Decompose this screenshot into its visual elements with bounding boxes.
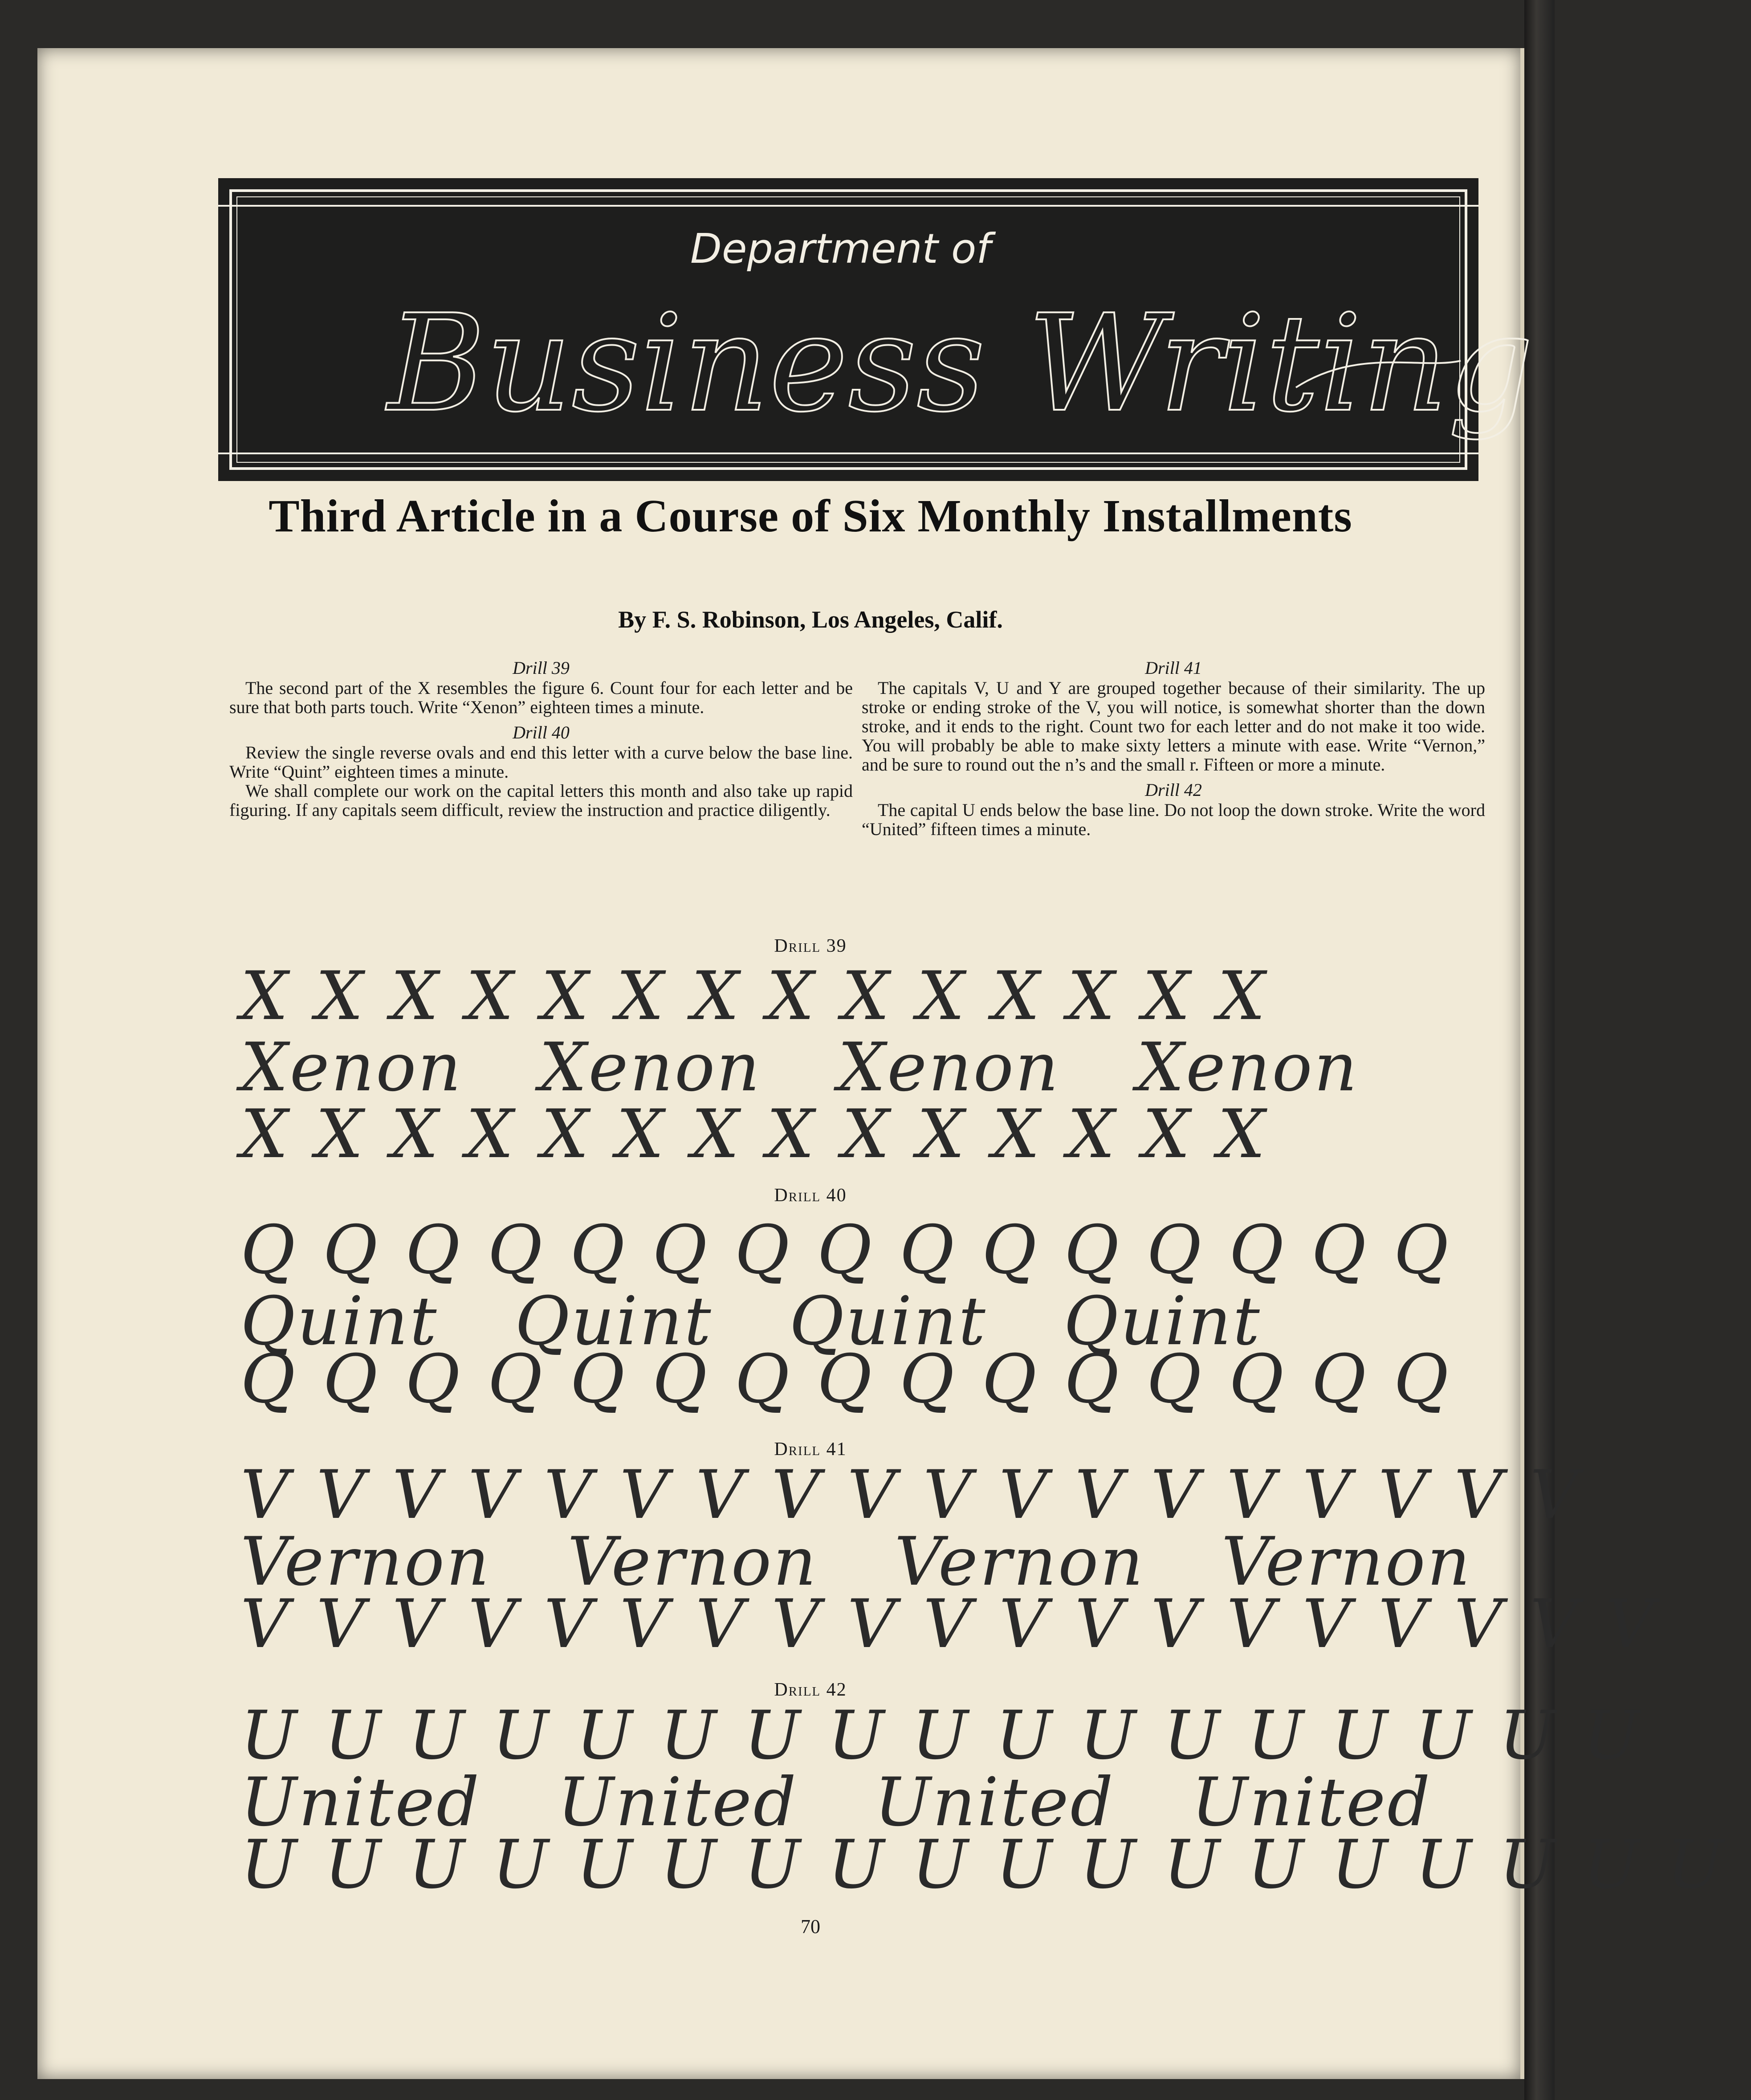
drill42-title: Drill 42 <box>774 1680 847 1700</box>
right-text-column <box>862 655 1485 845</box>
drill42-row-letters: UUUUUUUUUUUUUUUUU <box>240 1697 1667 1774</box>
drill41-title: Drill 41 <box>774 1439 847 1460</box>
drill41-heading: Drill 41 <box>1145 658 1202 678</box>
drill39-heading: Drill 39 <box>513 658 570 678</box>
left-text-column <box>229 655 853 820</box>
article-headline: Third Article in a Course of Six Monthly Installments <box>269 490 1352 542</box>
drill42-heading: Drill 42 <box>1145 780 1202 800</box>
drill41-row-letters: VVVVVVVVVVVVVVVVVV <box>240 1456 1606 1534</box>
drill42-text: The capital U ends below the base line. Do not loop the down stroke. Write the word “United” fifteen times a minute. <box>862 800 1485 839</box>
banner-main-script: Business Writing <box>387 286 1534 441</box>
drill40-row-letters-2: QQQQQQQQQQQQQQQ <box>240 1341 1476 1418</box>
banner-top-script: Department of <box>690 225 991 273</box>
drill41-row-words: Vernon Vernon Vernon Vernon <box>240 1523 1472 1601</box>
drill39-text: The second part of the X resembles the figure 6. Count four for each letter and be sure that both parts touch. Write “Xenon” eighteen times a minute. <box>229 678 853 717</box>
drill40-title: Drill 40 <box>774 1185 847 1206</box>
article-byline: By F. S. Robinson, Los Angeles, Calif. <box>618 606 1003 633</box>
drill42-row-words: United United United United <box>240 1764 1432 1841</box>
department-banner <box>218 178 1534 481</box>
drill39-title: Drill 39 <box>774 936 847 956</box>
drill40-row-words: Quint Quint Quint Quint <box>240 1283 1262 1360</box>
drill42-row-letters-2: UUUUUUUUUUUUUUUUUU <box>240 1826 1751 1904</box>
drill41-row-letters-2: VVVVVVVVVVVVVVVVVVV <box>240 1586 1682 1663</box>
drill39-row-words: Xenon Xenon Xenon Xenon <box>240 1029 1359 1106</box>
banner-frame <box>218 178 1534 481</box>
drill40-heading: Drill 40 <box>513 722 570 742</box>
drill40-row-letters: QQQQQQQQQQQQQQQ <box>240 1211 1476 1289</box>
drill39-row-letters-2: XXXXXXXXXXXXXX <box>240 1096 1293 1173</box>
drill39-row-letters: XXXXXXXXXXXXXX <box>240 958 1293 1035</box>
drill40-text: Review the single reverse ovals and end this letter with a curve below the base line. Write “Quint” eighteen times a minute. <box>229 742 853 782</box>
closing-text: We shall complete our work on the capital letters this month and also take up rapid figuring. If any capitals seem difficult, review the instruction and practice diligently. <box>229 781 853 820</box>
drill41-text: The capitals V, U and Y are grouped together because of their similarity. The up stroke or ending stroke of the V, you will notice, is somewhat shorter than the down stroke, and it ends to the right. Count two for each letter and do not make it too wide. You will probably be able to make sixty letters a minute with ease. Write “Vernon,” and be sure to round out the n’s and the small r. Fifteen or more a minute. <box>862 678 1485 775</box>
page-number: 70 <box>801 1916 820 1937</box>
